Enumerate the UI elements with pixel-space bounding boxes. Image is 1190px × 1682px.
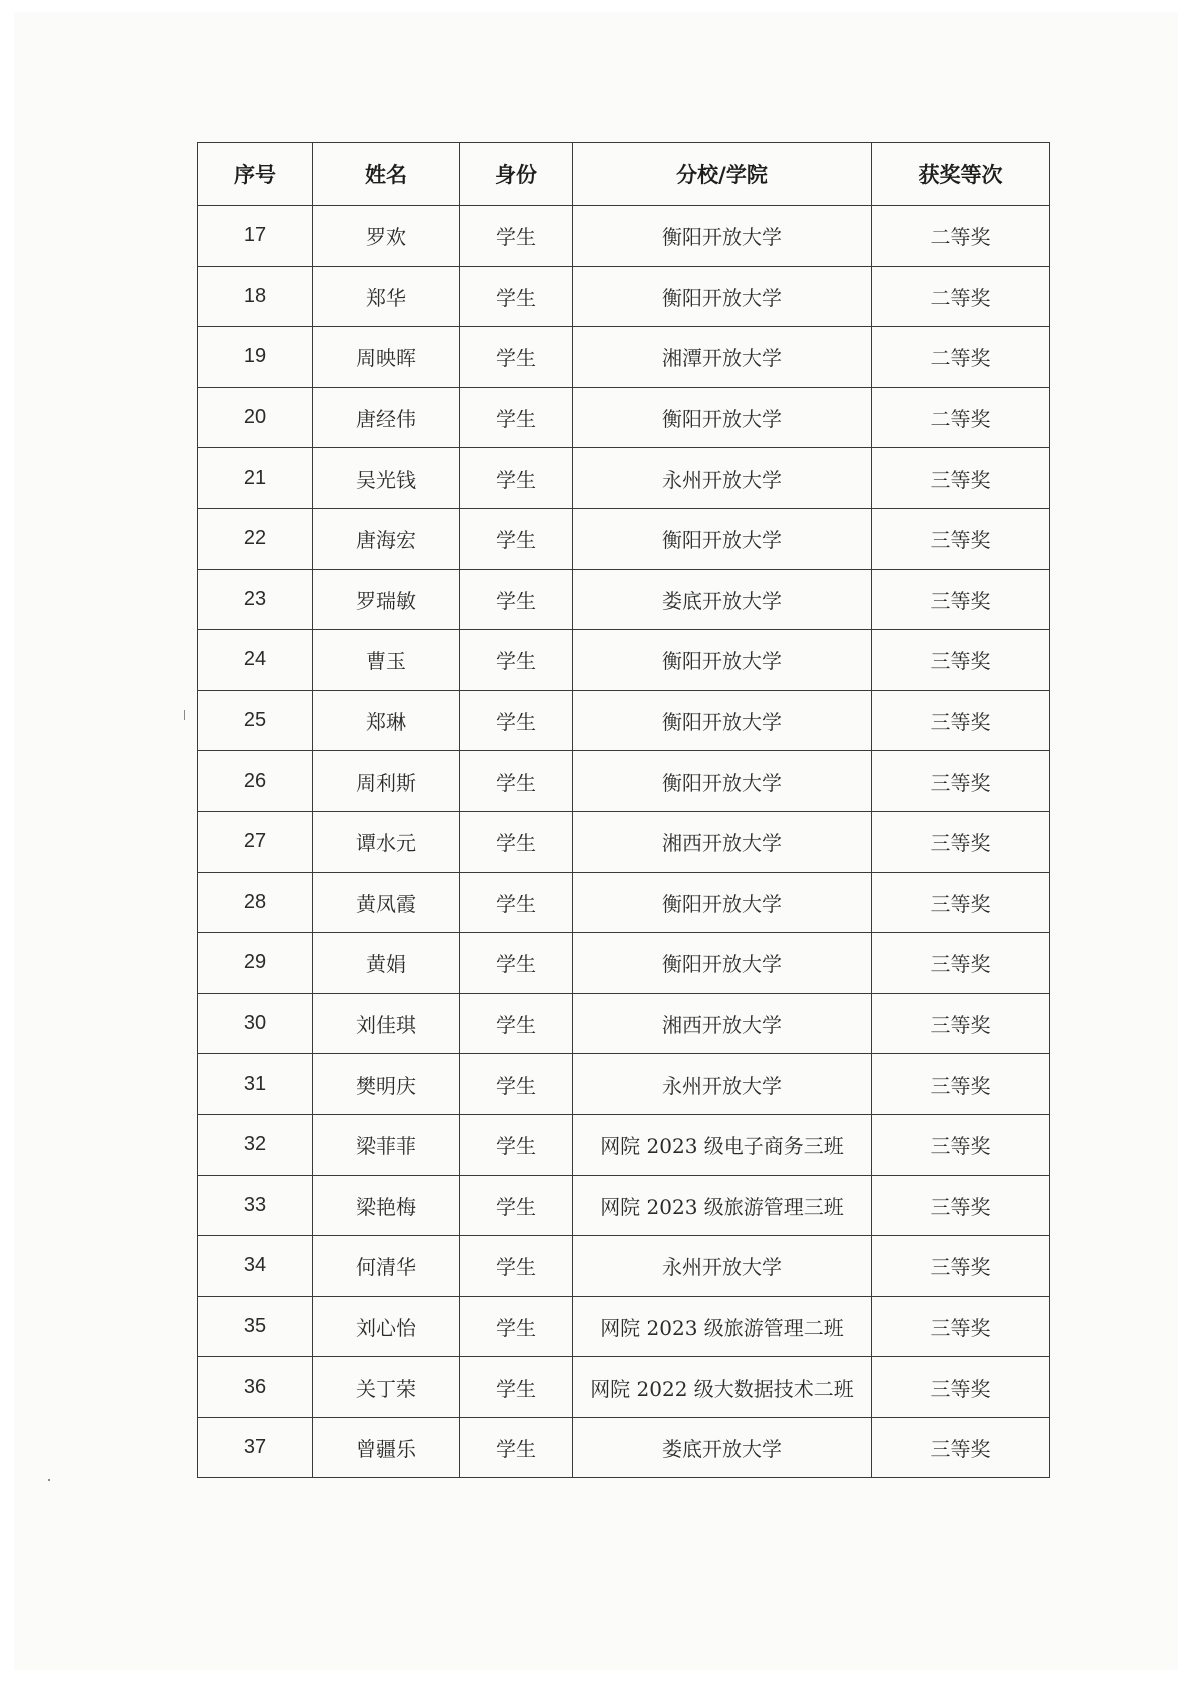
cell-school: 衡阳开放大学 [573,690,872,751]
cell-identity: 学生 [460,1417,573,1478]
cell-name: 周利斯 [313,751,460,812]
cell-index: 19 [198,327,313,388]
table-row [198,387,1050,448]
cell-award-level: 二等奖 [872,387,1050,448]
cell-school: 衡阳开放大学 [573,206,872,267]
cell-award-level: 三等奖 [872,448,1050,509]
cell-identity: 学生 [460,448,573,509]
scan-speck [48,1479,50,1481]
cell-award-level: 二等奖 [872,266,1050,327]
cell-award-level: 三等奖 [872,1175,1050,1236]
cell-identity: 学生 [460,1236,573,1297]
cell-index: 35 [198,1296,313,1357]
cell-award-level: 三等奖 [872,872,1050,933]
cell-school: 娄底开放大学 [573,1417,872,1478]
cell-name: 刘佳琪 [313,993,460,1054]
cell-name: 周映晖 [313,327,460,388]
header-school: 分校/学院 [573,143,872,206]
cell-index: 27 [198,811,313,872]
cell-name: 关丁荣 [313,1357,460,1418]
cell-school: 湘潭开放大学 [573,327,872,388]
cell-award-level: 三等奖 [872,569,1050,630]
cell-identity: 学生 [460,993,573,1054]
table-row [198,569,1050,630]
table-row [198,266,1050,327]
cell-identity: 学生 [460,630,573,691]
cell-index: 37 [198,1417,313,1478]
cell-identity: 学生 [460,569,573,630]
table-row [198,1357,1050,1418]
cell-name: 曾疆乐 [313,1417,460,1478]
cell-award-level: 三等奖 [872,1296,1050,1357]
cell-index: 21 [198,448,313,509]
cell-identity: 学生 [460,1357,573,1418]
cell-school: 衡阳开放大学 [573,508,872,569]
cell-name: 梁艳梅 [313,1175,460,1236]
cell-school: 湘西开放大学 [573,811,872,872]
table-row [198,448,1050,509]
table-row [198,933,1050,994]
cell-index: 31 [198,1054,313,1115]
cell-school: 永州开放大学 [573,448,872,509]
cell-award-level: 三等奖 [872,811,1050,872]
cell-award-level: 三等奖 [872,630,1050,691]
table-row [198,690,1050,751]
cell-school: 网院 2022 级大数据技术二班 [573,1357,872,1418]
cell-name: 唐海宏 [313,508,460,569]
table-row [198,1236,1050,1297]
table-row [198,1175,1050,1236]
cell-school: 永州开放大学 [573,1236,872,1297]
cell-award-level: 三等奖 [872,690,1050,751]
cell-identity: 学生 [460,1296,573,1357]
cell-award-level: 三等奖 [872,1236,1050,1297]
cell-school: 网院 2023 级电子商务三班 [573,1114,872,1175]
header-identity: 身份 [460,143,573,206]
cell-identity: 学生 [460,266,573,327]
cell-school: 娄底开放大学 [573,569,872,630]
cell-index: 28 [198,872,313,933]
cell-name: 刘心怡 [313,1296,460,1357]
cell-award-level: 三等奖 [872,1417,1050,1478]
cell-school: 衡阳开放大学 [573,266,872,327]
scan-speck [184,710,185,720]
cell-index: 32 [198,1114,313,1175]
cell-index: 24 [198,630,313,691]
cell-index: 22 [198,508,313,569]
cell-identity: 学生 [460,751,573,812]
cell-index: 25 [198,690,313,751]
cell-identity: 学生 [460,933,573,994]
cell-award-level: 三等奖 [872,993,1050,1054]
cell-name: 唐经伟 [313,387,460,448]
cell-index: 26 [198,751,313,812]
cell-identity: 学生 [460,1175,573,1236]
table-row [198,630,1050,691]
table-row [198,1296,1050,1357]
cell-identity: 学生 [460,1114,573,1175]
cell-index: 29 [198,933,313,994]
cell-award-level: 三等奖 [872,1054,1050,1115]
table-row [198,811,1050,872]
cell-school: 湘西开放大学 [573,993,872,1054]
cell-name: 罗瑞敏 [313,569,460,630]
cell-name: 何清华 [313,1236,460,1297]
table-header-row [198,143,1050,206]
cell-school: 永州开放大学 [573,1054,872,1115]
cell-school: 网院 2023 级旅游管理三班 [573,1175,872,1236]
cell-award-level: 三等奖 [872,1114,1050,1175]
cell-award-level: 三等奖 [872,1357,1050,1418]
cell-name: 梁菲菲 [313,1114,460,1175]
cell-name: 樊明庆 [313,1054,460,1115]
cell-name: 黄凤霞 [313,872,460,933]
cell-award-level: 三等奖 [872,508,1050,569]
cell-award-level: 二等奖 [872,327,1050,388]
cell-school: 衡阳开放大学 [573,872,872,933]
cell-identity: 学生 [460,872,573,933]
cell-identity: 学生 [460,1054,573,1115]
cell-index: 34 [198,1236,313,1297]
cell-identity: 学生 [460,206,573,267]
cell-identity: 学生 [460,387,573,448]
header-award-level: 获奖等次 [872,143,1050,206]
cell-identity: 学生 [460,690,573,751]
cell-award-level: 三等奖 [872,751,1050,812]
table-row [198,1054,1050,1115]
cell-school: 衡阳开放大学 [573,387,872,448]
table-row [198,751,1050,812]
cell-name: 谭水元 [313,811,460,872]
cell-name: 罗欢 [313,206,460,267]
cell-school: 衡阳开放大学 [573,630,872,691]
cell-school: 网院 2023 级旅游管理二班 [573,1296,872,1357]
table-row [198,1417,1050,1478]
cell-index: 17 [198,206,313,267]
cell-index: 33 [198,1175,313,1236]
header-name: 姓名 [313,143,460,206]
table-row [198,993,1050,1054]
cell-name: 黄娟 [313,933,460,994]
cell-index: 20 [198,387,313,448]
cell-index: 18 [198,266,313,327]
cell-identity: 学生 [460,811,573,872]
cell-name: 郑琳 [313,690,460,751]
cell-name: 郑华 [313,266,460,327]
cell-index: 30 [198,993,313,1054]
cell-identity: 学生 [460,327,573,388]
cell-school: 衡阳开放大学 [573,751,872,812]
cell-school: 衡阳开放大学 [573,933,872,994]
cell-award-level: 二等奖 [872,206,1050,267]
cell-name: 吴光钱 [313,448,460,509]
table-row [198,206,1050,267]
header-index: 序号 [198,143,313,206]
table-row [198,1114,1050,1175]
table-row [198,508,1050,569]
cell-identity: 学生 [460,508,573,569]
cell-index: 23 [198,569,313,630]
cell-award-level: 三等奖 [872,933,1050,994]
cell-index: 36 [198,1357,313,1418]
table-row [198,327,1050,388]
table-row [198,872,1050,933]
award-list-table [197,142,1050,1478]
cell-name: 曹玉 [313,630,460,691]
